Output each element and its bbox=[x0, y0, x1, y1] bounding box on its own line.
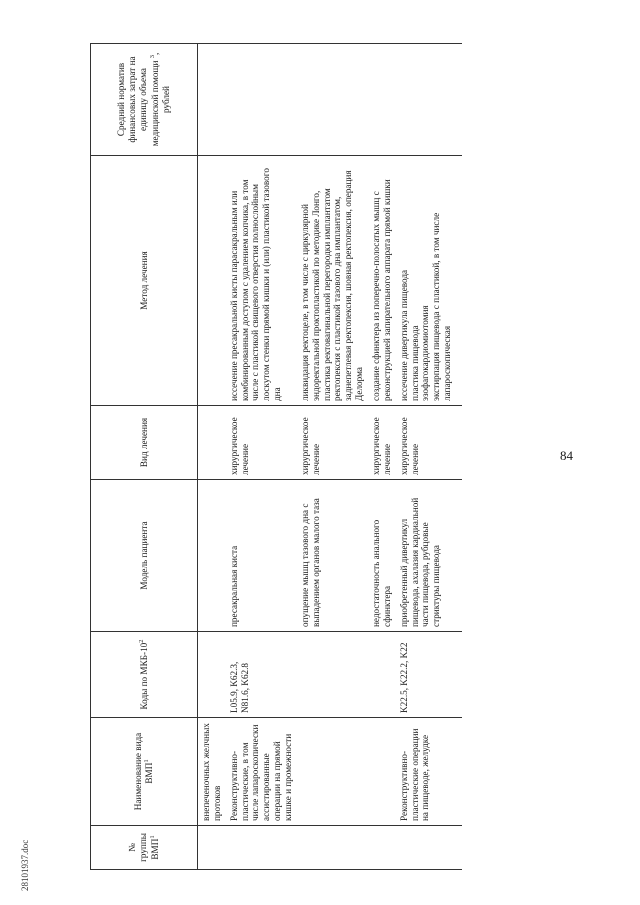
page-number: 84 bbox=[560, 448, 573, 463]
cell-vmp-name: Реконструктивно-пластические операции на пищеводе, желудке bbox=[396, 718, 456, 826]
cell-treatment-type: хирургическое лечение bbox=[396, 406, 456, 480]
cell-treatment-method bbox=[198, 156, 226, 406]
table-row bbox=[396, 44, 456, 870]
header-treatment-method: Метод лечения bbox=[91, 156, 198, 406]
cell-cost-norm bbox=[198, 44, 226, 156]
cell-treatment-type: хирургическое лечение bbox=[368, 406, 396, 480]
rotated-table-container bbox=[90, 44, 610, 870]
cell-vmp-name: внепеченочных желчных протоков bbox=[198, 718, 226, 826]
cell-group-number bbox=[198, 826, 226, 870]
cell-treatment-method: иссечение дивертикула пищевода пластика пищевода эзофагокардиомиотомия экстирпация пищевода с пластикой, в том числе лапароскопическая bbox=[396, 156, 456, 406]
cell-cost-norm bbox=[226, 44, 297, 156]
cell-cost-norm bbox=[396, 44, 456, 156]
table-bottom-spacer bbox=[456, 44, 462, 870]
cell-icd-codes bbox=[297, 632, 368, 718]
cell-treatment-type: хирургическое лечение bbox=[226, 406, 297, 480]
header-cost-norm: Средний норматив финансовых затрат на единицу объема медицинской помощи $^3$, рублей bbox=[91, 44, 198, 156]
table-row bbox=[297, 44, 368, 870]
footer-filename: 28101937.doc bbox=[20, 839, 30, 891]
header-vmp-name: Наименование вида ВМП$^1$ bbox=[91, 718, 198, 826]
cell-group-number bbox=[368, 826, 396, 870]
cell-treatment-type: хирургическое лечение bbox=[297, 406, 368, 480]
header-icd-codes: Коды по МКБ-$10^2$ bbox=[91, 632, 198, 718]
cell-vmp-name: Реконструктивно-пластические, в том числе лапароскопически ассистированные операции на прямой кишке и промежности bbox=[226, 718, 297, 826]
cell-patient-model bbox=[198, 480, 226, 632]
cell-vmp-name bbox=[297, 718, 368, 826]
cell-treatment-method: иссечение пресакральной кисты парасакральным или комбинированным доступом с удалением копчика, в том числе с пластикой свищевого отверстия полнослойным лоскутом стенки прямой кишки и (или) пластикой тазового дна bbox=[226, 156, 297, 406]
header-patient-model: Модель пациента bbox=[91, 480, 198, 632]
cell-treatment-type bbox=[198, 406, 226, 480]
cell-patient-model: опущение мышц тазового дна с выпадением органов малого таза bbox=[297, 480, 368, 632]
table-wrapper bbox=[90, 44, 610, 870]
cell-group-number bbox=[396, 826, 456, 870]
cell-group-number bbox=[297, 826, 368, 870]
cell-patient-model: приобретенный дивертикул пищевода, ахалазия кардиальной части пищевода, рубцовые стриктуры пищевода bbox=[396, 480, 456, 632]
vmp-table bbox=[90, 43, 462, 870]
cell-group-number bbox=[226, 826, 297, 870]
cell-cost-norm bbox=[368, 44, 396, 156]
header-group-number: № группы ВМП$^1$ bbox=[91, 826, 198, 870]
cell-vmp-name bbox=[368, 718, 396, 826]
cell-icd-codes bbox=[198, 632, 226, 718]
cell-treatment-method: ликвидация ректоцеле, в том числе с циркулярной эндоректальной проктопластикой по методике Лонго, пластика ректовагинальной перегородки имплантатом ректопексия с пластикой тазового дна имплантатом, заднепетлевая ректопексия, шовная ректопексия, операция Делорма bbox=[297, 156, 368, 406]
table-row bbox=[226, 44, 297, 870]
cell-icd-codes bbox=[368, 632, 396, 718]
cell-patient-model: недостаточность анального сфинктера bbox=[368, 480, 396, 632]
cell-icd-codes: K22.5, K22.2, K22 bbox=[396, 632, 456, 718]
cell-treatment-method: создание сфинктера из поперечно-полосатых мышц с реконструкцией запирательного аппарата прямой кишки bbox=[368, 156, 396, 406]
table-row bbox=[368, 44, 396, 870]
cell-icd-codes: L05.9, K62.3, N81.6, K62.8 bbox=[226, 632, 297, 718]
table-row bbox=[198, 44, 226, 870]
cell-cost-norm bbox=[297, 44, 368, 156]
table-header-row bbox=[91, 44, 198, 870]
header-treatment-type: Вид лечения bbox=[91, 406, 198, 480]
cell-patient-model: пресакральная киста bbox=[226, 480, 297, 632]
